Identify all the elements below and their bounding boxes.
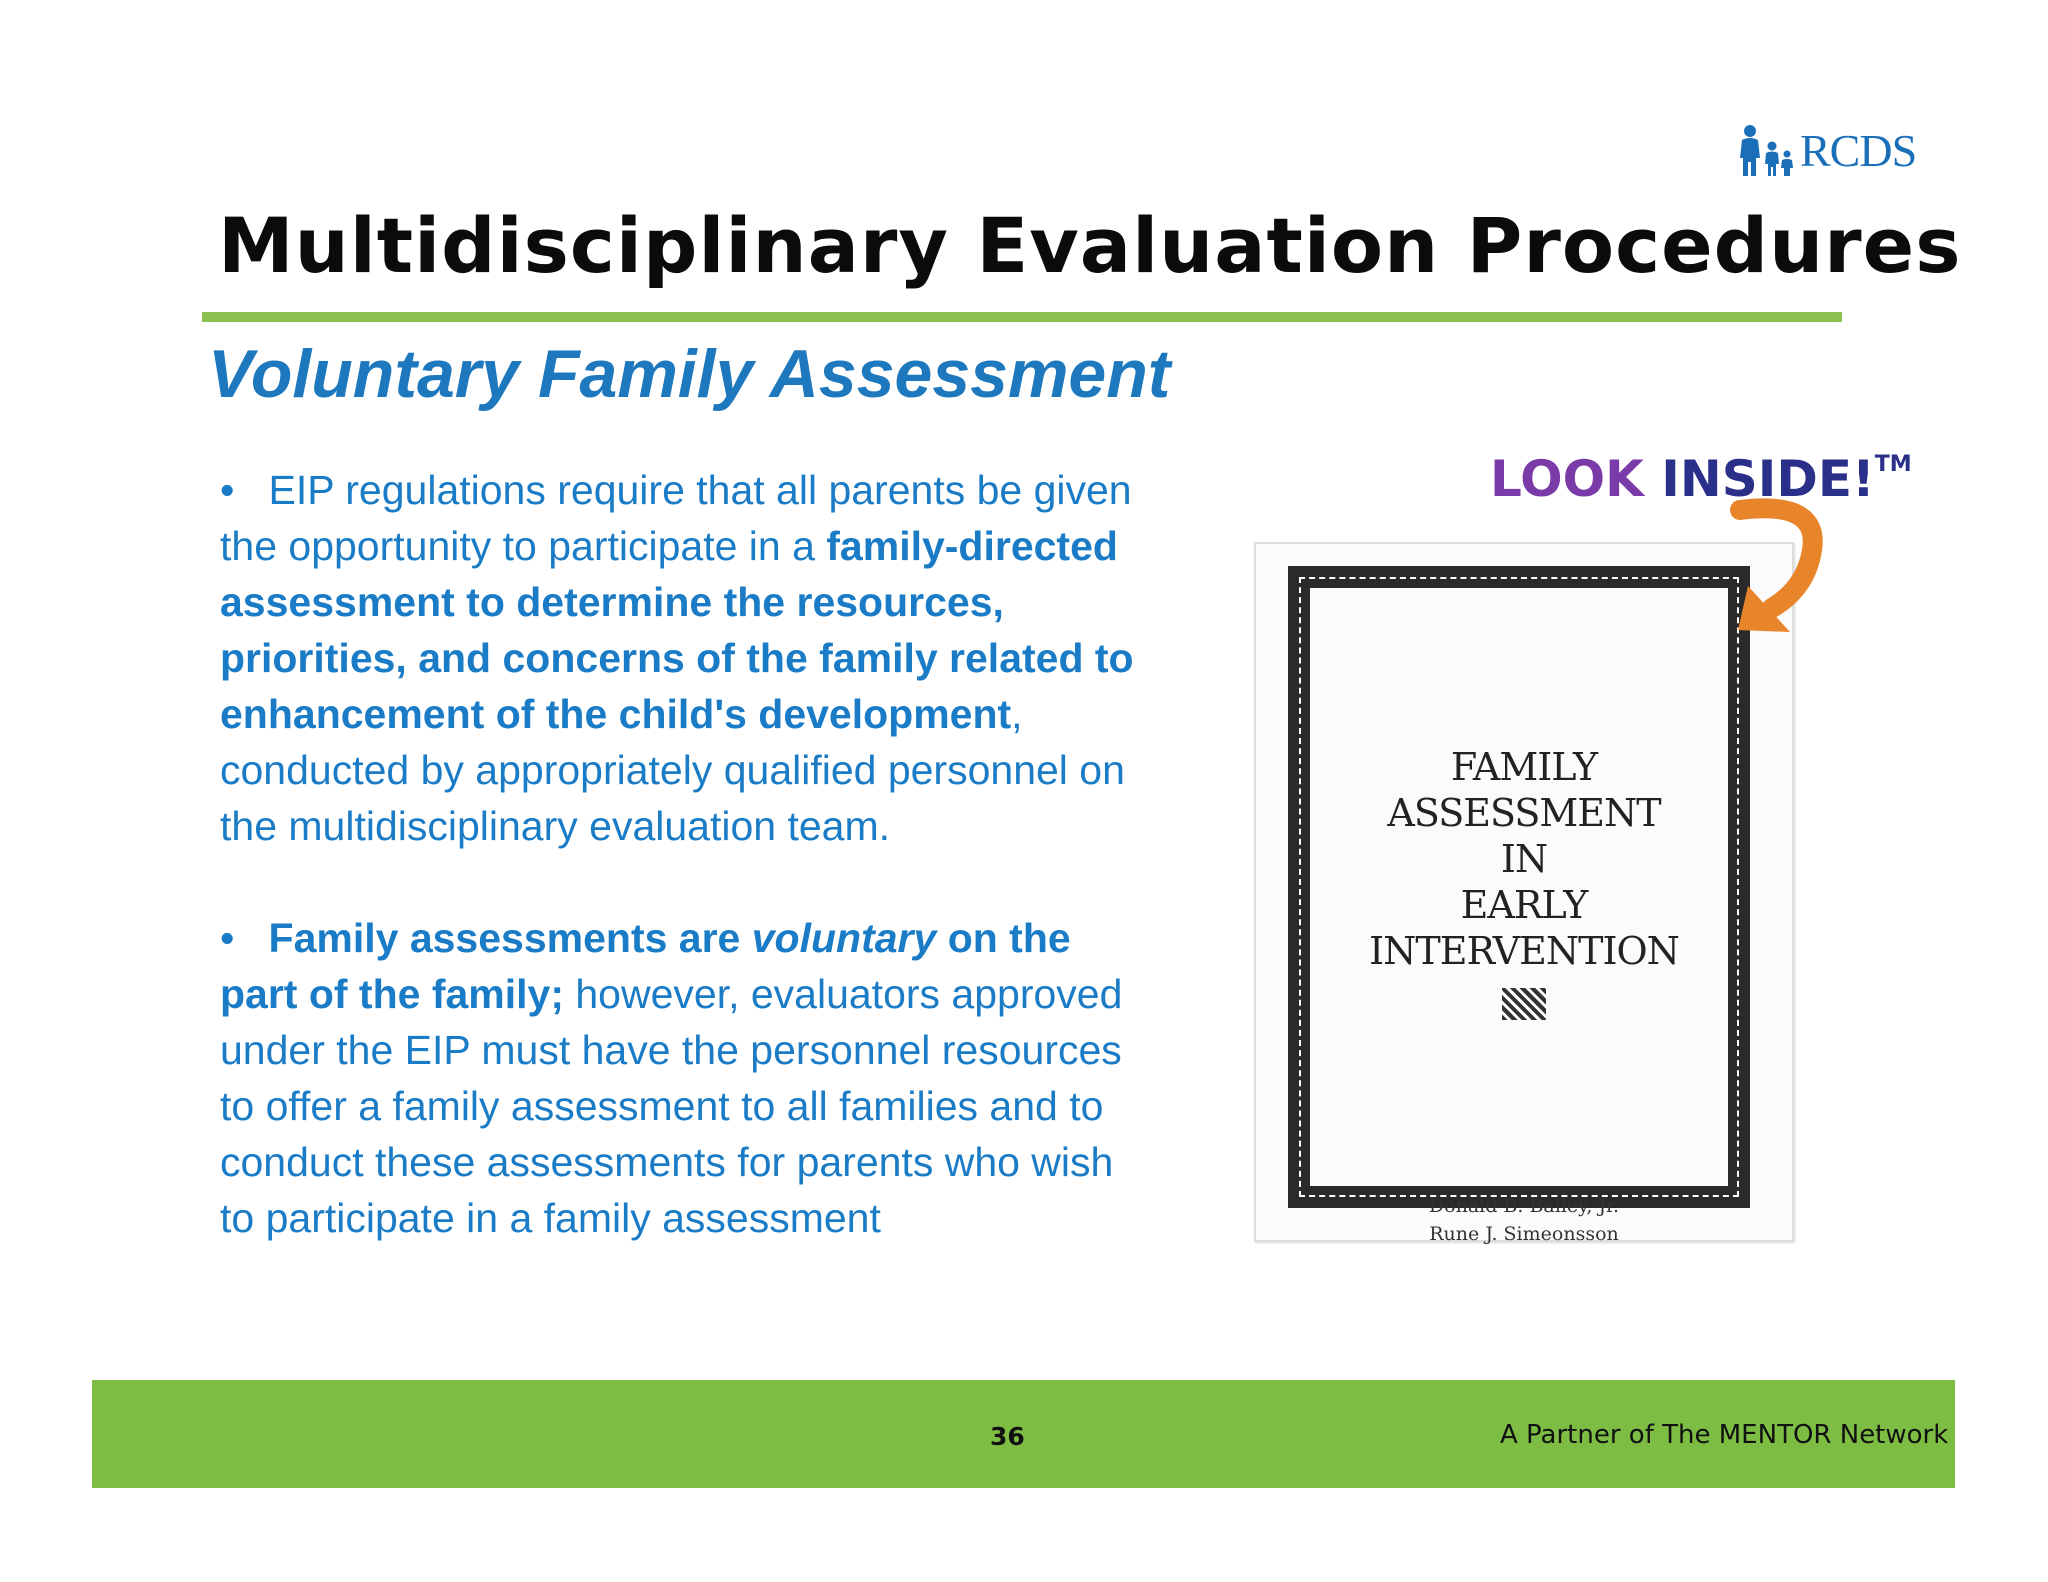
bullet-2-rest: however, evaluators approved under the EIP must have the personnel resources to offer a family assessment to all families and to conduct these assessments for parents who wish to participate in a family assessment	[220, 971, 1123, 1241]
partner-tagline: A Partner of The MENTOR Network	[1500, 1420, 1949, 1450]
look-inside-badge	[1490, 450, 1912, 508]
bullet-paragraph-1	[220, 462, 1140, 854]
book-title-line: EARLY	[1460, 883, 1588, 927]
book-title-line: INTERVENTION	[1369, 929, 1679, 973]
bullet-1-intro: EIP regulations require that all parents be given the opportunity to participate in a	[220, 467, 1132, 569]
bullet-2-emphasis-b: on the part of the family;	[220, 915, 1071, 1017]
trademark-mark: TM	[1874, 452, 1912, 477]
book-cover	[1254, 542, 1794, 1245]
book-authors	[1256, 1192, 1792, 1248]
book-author: Donald B. Bailey, Jr.	[1428, 1195, 1620, 1217]
family-figures-icon	[1736, 124, 1794, 178]
book-author: Rune J. Simeonsson	[1429, 1223, 1619, 1245]
bullet-1-rest: , conducted by appropriately qualified personnel on the multidisciplinary evaluation team.	[220, 691, 1125, 849]
book-title-line: IN	[1500, 837, 1548, 881]
page-title: Multidisciplinary Evaluation Procedures	[218, 201, 1962, 290]
body-content	[220, 462, 1140, 1246]
page-number: 36	[990, 1422, 1025, 1451]
bullet-marker: •	[220, 915, 235, 961]
bullet-paragraph-2	[220, 910, 1140, 1246]
book-title-line: FAMILY	[1450, 745, 1598, 789]
title-divider	[202, 312, 1842, 322]
paragraph-spacer	[220, 854, 1140, 910]
book-image	[1250, 440, 1912, 1245]
bullet-1-emphasis: family-directed assessment to determine the resources, priorities, and concerns of the family related to enhancement of the child's development	[220, 523, 1134, 737]
badge-word-inside: INSIDE!	[1661, 450, 1875, 508]
book-title-line: ASSESSMENT	[1387, 791, 1661, 835]
book-title	[1256, 744, 1792, 974]
logo-text: RCDS	[1800, 125, 1917, 176]
badge-word-look: LOOK	[1490, 450, 1644, 508]
bullet-marker: •	[220, 467, 235, 513]
cover-ornament	[1502, 988, 1546, 1020]
rcds-logo	[1736, 124, 1916, 178]
curved-arrow-icon	[1720, 490, 1830, 640]
bullet-2-voluntary: voluntary	[751, 915, 937, 961]
page-subtitle: Voluntary Family Assessment	[208, 336, 1171, 412]
bullet-2-emphasis-a: Family assessments are	[268, 915, 752, 961]
